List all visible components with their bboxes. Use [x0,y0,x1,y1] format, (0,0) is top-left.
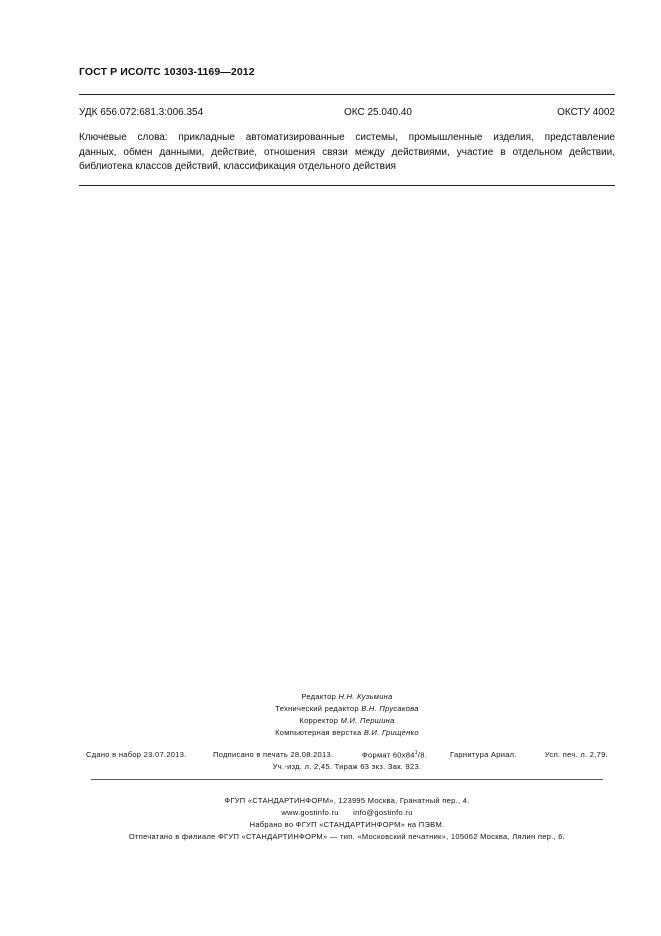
signed-date: Подписано в печать 28.08.2013. [213,750,334,759]
publication-details [86,750,608,762]
document-code-header: ГОСТ Р ИСО/ТС 10303-1169—2012 [79,66,255,78]
paper-format: Формат $60x84^1/8$. [362,750,428,760]
editorial-staff [180,691,514,739]
publisher-contacts [80,807,614,819]
layout-credit: Компьютерная верстка В.И. Грищенко [275,728,419,737]
typeset-note: Набрано во ФГУП «СТАНДАРТИНФОРМ» на ПЭВМ. [249,820,445,829]
imprint-divider [91,779,603,780]
classification-row [79,107,615,121]
printer-imprint [80,795,614,843]
keywords-line: библиотека классов действий, классификация отдельного действия [79,161,396,172]
keywords-line: данных, обмен данными, действие, отношения связи между действиями, участие в отдельном действии, [79,146,615,158]
submitted-date: Сдано в набор 23.07.2013. [86,750,187,759]
keywords-line: Ключевые слова: прикладные автоматизированные системы, промышленные изделия, представление [79,132,615,143]
corrector-credit: Корректор М.И. Першина [299,716,395,725]
tech-editor-credit: Технический редактор В.Н. Прусакова [275,704,419,713]
editor-credit: Редактор Н.Н. Кузьмина [301,692,393,701]
udk-code: УДК 656.072:681.3:006.354 [79,107,204,118]
keywords-divider [79,185,615,186]
email-link[interactable]: info@gostinfo.ru [353,808,413,817]
keywords-paragraph [79,131,615,175]
publisher-address: ФГУП «СТАНДАРТИНФОРМ», 123995 Москва, Гранатный пер., 4. [224,796,470,805]
oks-code: ОКС 25.040.40 [344,107,412,118]
print-sheets: Усл. печ. л. 2,79. [544,750,608,759]
printed-note: Отпечатано в филиале ФГУП «СТАНДАРТИНФОРМ» — тип. «Московский печатник», 105062 Москва, Лялин пер., 6. [128,832,566,841]
website-link[interactable]: www.gostinfo.ru [281,808,339,817]
publication-details-line2: Уч.-изд. л. 2,45. Тираж 63 экз. Зак. 923. [272,762,422,771]
okstu-code: ОКСТУ 4002 [557,107,615,118]
header-divider [79,94,615,95]
typeface: Гарнитура Ариал. [450,750,517,759]
